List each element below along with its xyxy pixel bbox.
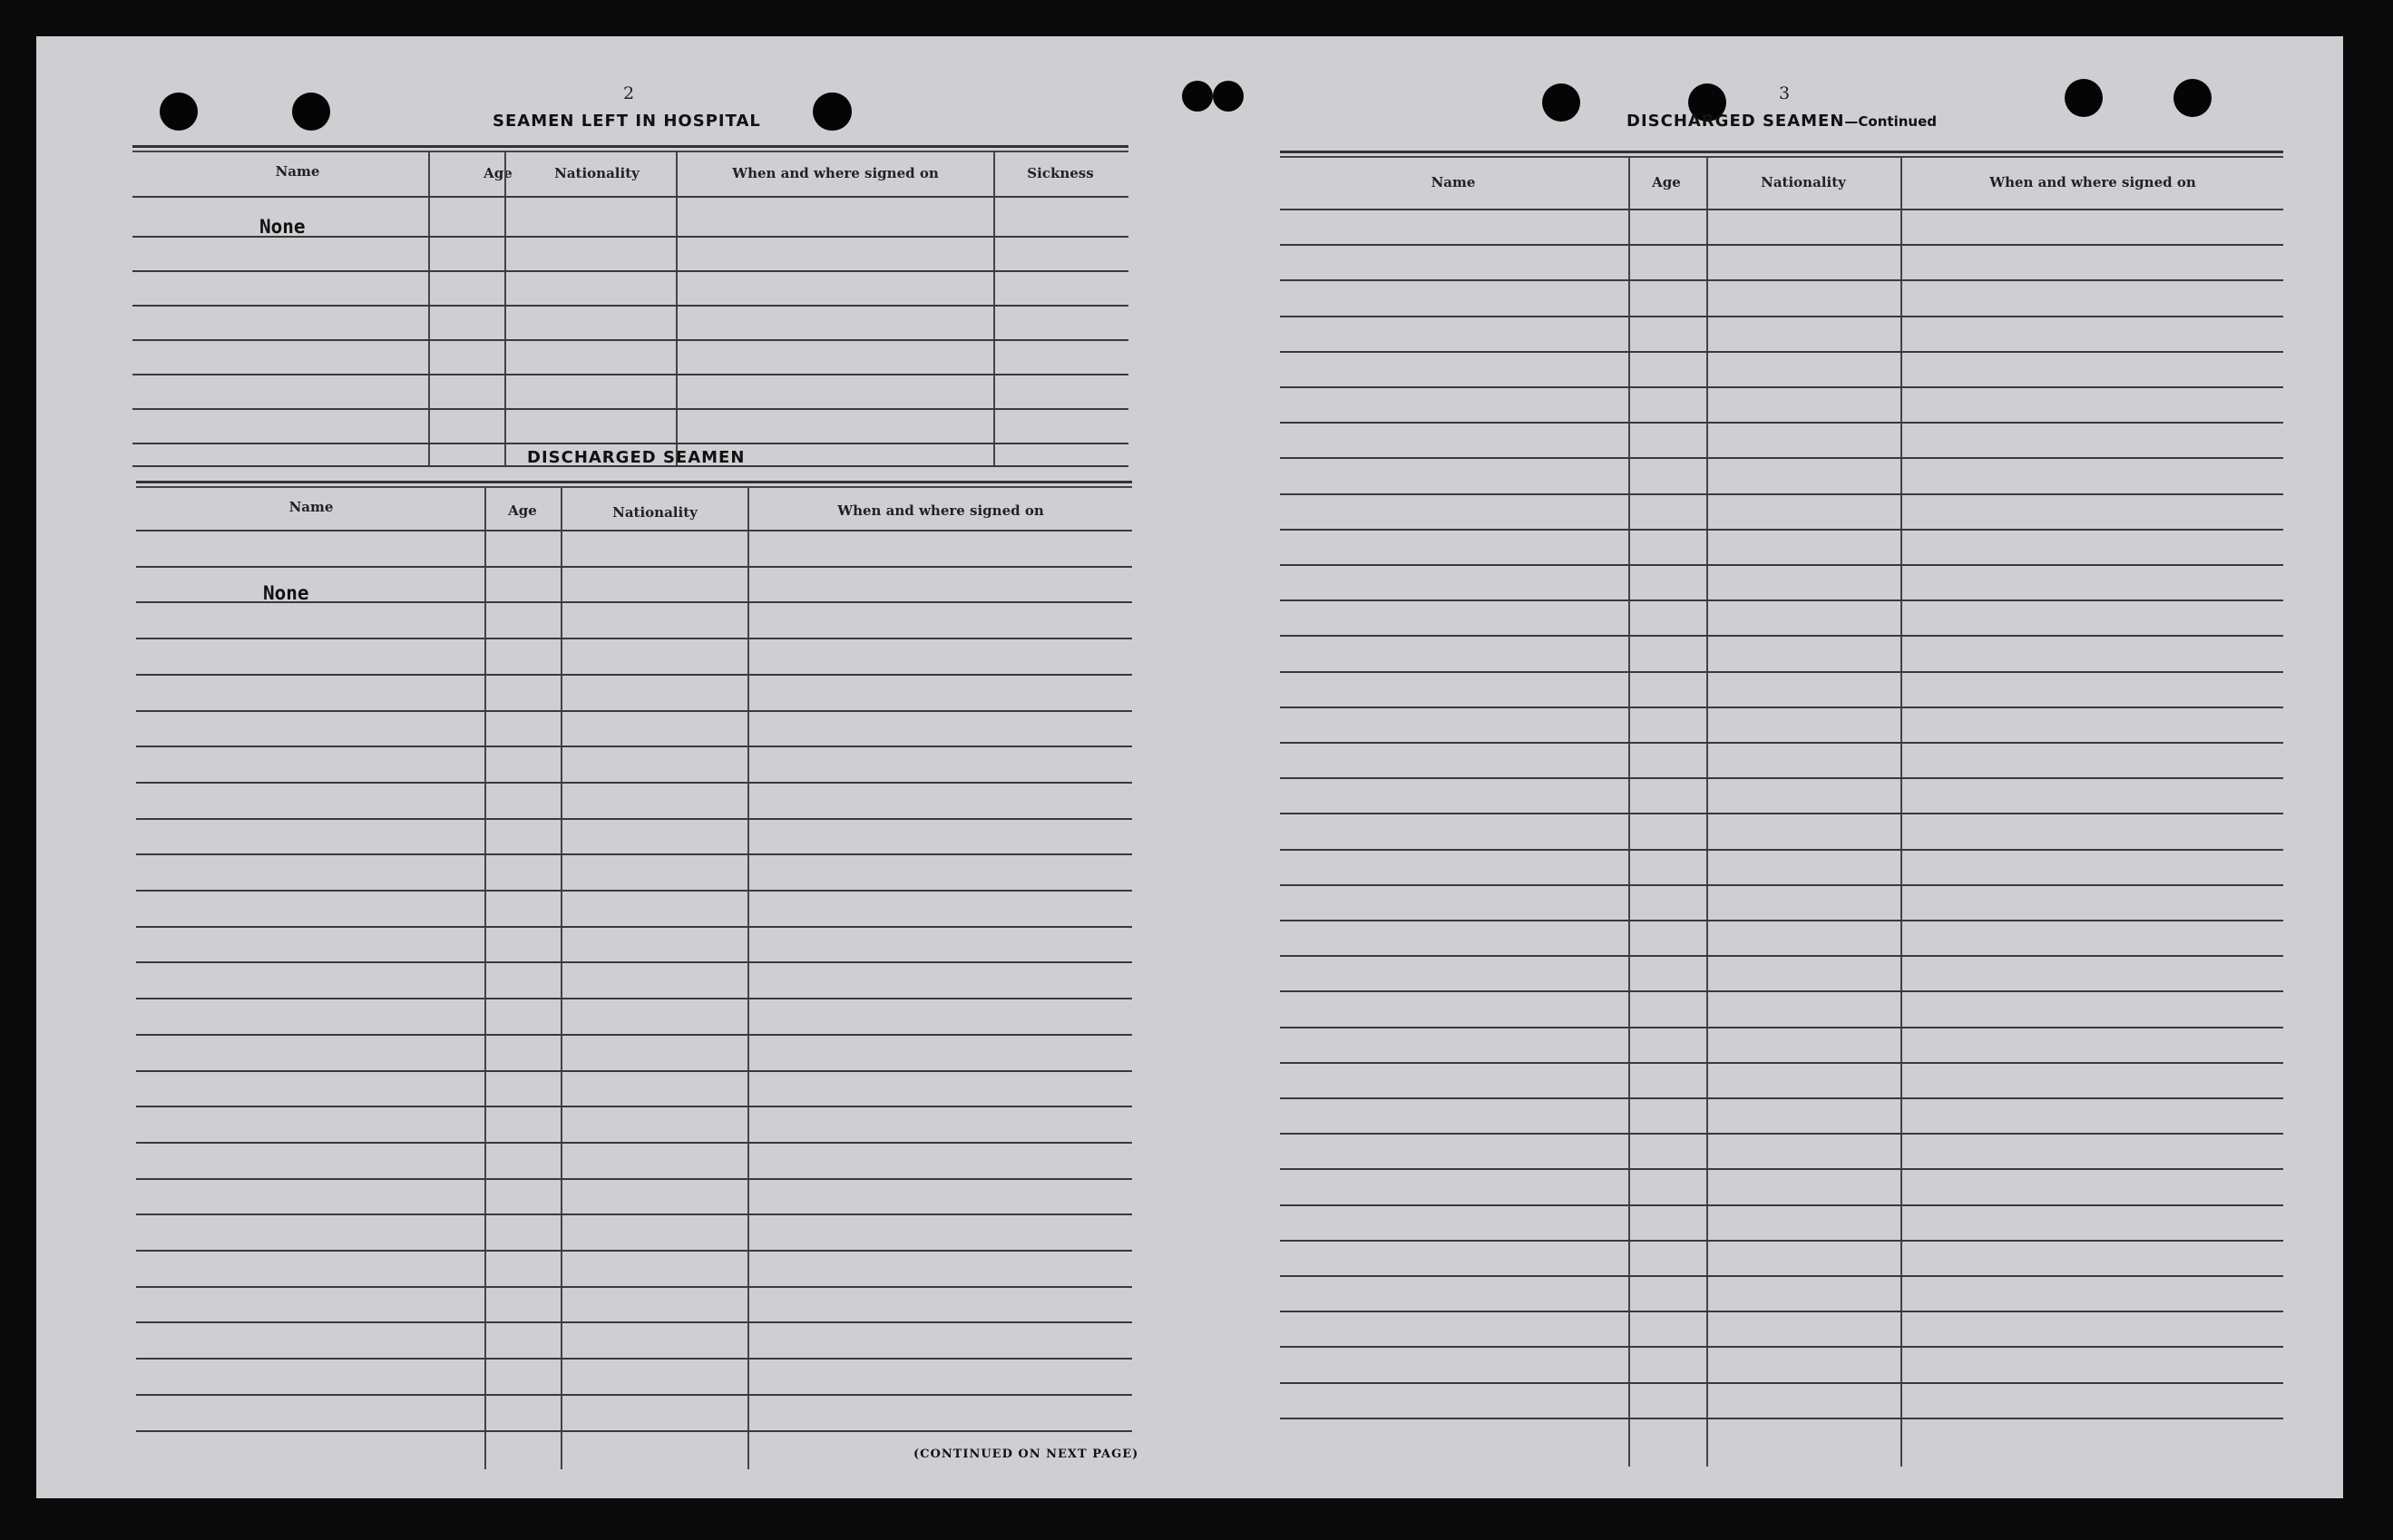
table-row (136, 998, 1132, 999)
table-row (132, 374, 1128, 375)
section-rule (136, 481, 1132, 483)
section-rule (136, 486, 1132, 488)
page-number: 2 (623, 83, 635, 103)
punch-hole (2065, 79, 2103, 117)
table-row (1280, 635, 2283, 637)
discharged-section-title: DISCHARGED SEAMEN (527, 448, 746, 467)
table-row (1280, 1204, 2283, 1206)
table-row (1280, 1133, 2283, 1135)
column-divider (676, 151, 678, 466)
table-row (132, 305, 1128, 307)
table-row (136, 1178, 1132, 1180)
table-row (1280, 1097, 2283, 1099)
column-header-signed-on: When and where signed on (837, 502, 1044, 519)
table-row (1280, 849, 2283, 851)
column-header-name: Name (1431, 174, 1476, 190)
table-row (1280, 529, 2283, 531)
table-row (1280, 1062, 2283, 1064)
table-row (136, 1070, 1132, 1072)
column-divider (428, 151, 430, 466)
table-row (1280, 707, 2283, 708)
table-row (1280, 599, 2283, 601)
table-row (1280, 564, 2283, 566)
document-sheet (36, 36, 2343, 1498)
table-row (136, 1250, 1132, 1252)
table-row (1280, 777, 2283, 779)
section-rule (1280, 156, 2283, 158)
table-row (136, 1142, 1132, 1144)
typed-entry: None (263, 582, 309, 604)
table-row (1280, 1168, 2283, 1170)
punch-hole (2173, 79, 2212, 117)
table-row (132, 270, 1128, 272)
column-header-signed-on: When and where signed on (1989, 174, 2196, 190)
table-row (1280, 244, 2283, 246)
table-row (136, 782, 1132, 784)
column-header-nationality: Nationality (1761, 174, 1846, 190)
column-header-nationality: Nationality (612, 504, 698, 521)
table-row (1280, 1382, 2283, 1384)
table-row (1280, 386, 2283, 388)
table-row (136, 1394, 1132, 1396)
table-row (136, 1430, 1132, 1432)
table-row (1280, 1418, 2283, 1419)
punch-hole (160, 93, 198, 131)
column-header-signed-on: When and where signed on (732, 165, 939, 181)
punch-hole (814, 93, 852, 131)
table-row (1280, 1275, 2283, 1277)
table-row (136, 1106, 1132, 1107)
title-main: DISCHARGED SEAMEN (1626, 112, 1845, 131)
table-row (1280, 955, 2283, 957)
title-continued: —Continued (1844, 113, 1937, 130)
table-row (136, 638, 1132, 639)
table-row (1280, 671, 2283, 673)
table-row (132, 339, 1128, 341)
table-row (1280, 457, 2283, 459)
column-header-sickness: Sickness (1027, 165, 1094, 181)
table-row (1280, 493, 2283, 495)
table-row (1280, 316, 2283, 317)
table-row (136, 710, 1132, 712)
table-row (136, 1321, 1132, 1323)
table-row (136, 818, 1132, 820)
table-row (1280, 884, 2283, 886)
table-row (1280, 279, 2283, 281)
typed-entry: None (259, 216, 306, 238)
table-row (136, 746, 1132, 747)
table-row (136, 1358, 1132, 1360)
table-row (1280, 1346, 2283, 1348)
table-row (1280, 990, 2283, 992)
page-number: 3 (1779, 83, 1791, 103)
table-row (1280, 813, 2283, 814)
section-rule (1280, 151, 2283, 153)
column-header-age: Age (1652, 174, 1681, 190)
table-row (132, 443, 1128, 444)
table-row (136, 530, 1132, 531)
punch-hole (1182, 81, 1213, 112)
table-row (136, 890, 1132, 892)
table-row (132, 408, 1128, 410)
table-row (1280, 422, 2283, 424)
column-divider (993, 151, 995, 466)
column-divider (504, 151, 506, 466)
table-row (1280, 1027, 2283, 1028)
table-row (136, 1286, 1132, 1288)
table-row (136, 674, 1132, 676)
table-row (1280, 742, 2283, 744)
table-row (1280, 920, 2283, 921)
table-row (1280, 1240, 2283, 1242)
table-row (132, 196, 1128, 198)
table-row (1280, 351, 2283, 353)
table-row (136, 926, 1132, 928)
column-header-name: Name (275, 163, 320, 180)
section-rule (132, 151, 1128, 152)
punch-hole (1213, 81, 1244, 112)
hospital-section-title: SEAMEN LEFT IN HOSPITAL (493, 112, 761, 131)
table-row (136, 1213, 1132, 1215)
discharged-continued-title (1626, 112, 1937, 131)
column-header-nationality: Nationality (554, 165, 640, 181)
table-row (136, 566, 1132, 568)
table-row (1280, 209, 2283, 210)
column-header-age: Age (483, 165, 513, 181)
column-header-name: Name (288, 499, 334, 515)
punch-hole (1542, 83, 1580, 122)
continued-footer: (CONTINUED ON NEXT PAGE) (913, 1447, 1139, 1461)
column-header-age: Age (508, 502, 537, 519)
table-row (136, 853, 1132, 855)
table-row (136, 961, 1132, 963)
section-rule (132, 145, 1128, 148)
table-row (136, 1034, 1132, 1036)
table-row (1280, 1311, 2283, 1312)
punch-hole (292, 93, 330, 131)
